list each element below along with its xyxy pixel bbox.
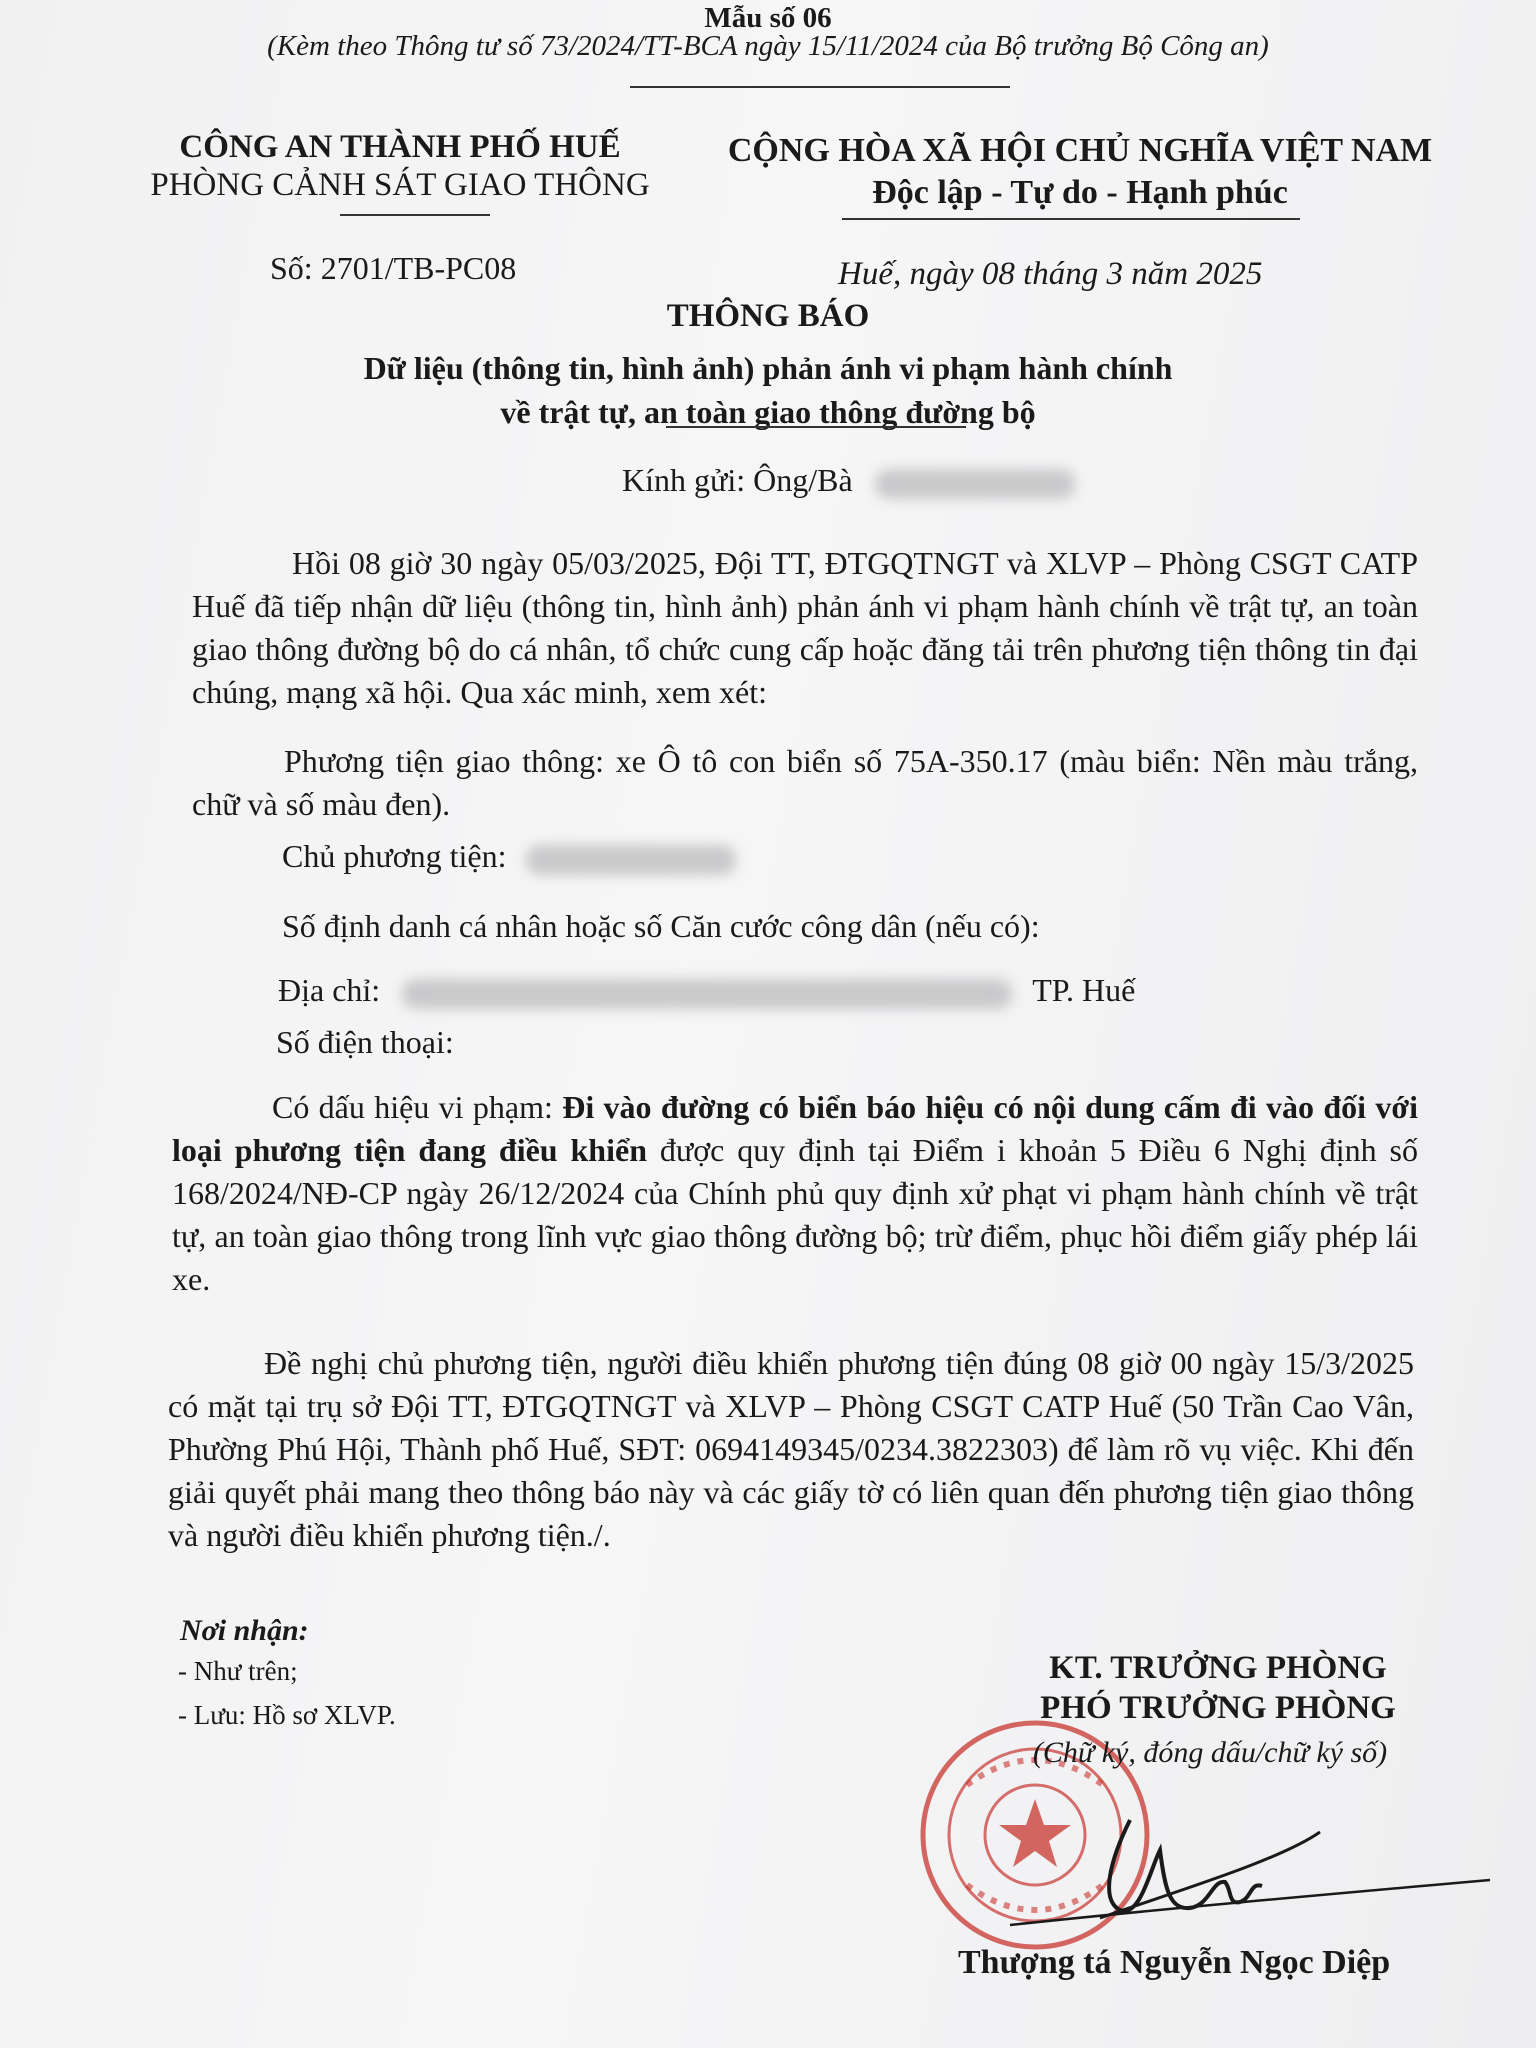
signature-block <box>968 1648 1468 1728</box>
violation-description: Đi vào đường có biển báo hiệu có nội dung cấm đi vào đối với loại phương tiện đang điều khiển <box>172 1089 1419 1168</box>
address-city: TP. Huế <box>1032 972 1136 1008</box>
title-rule <box>666 426 966 428</box>
owner-field <box>282 838 736 875</box>
paragraph-intro: Hồi 08 giờ 30 ngày 05/03/2025, Đội TT, ĐTGQTNGT và XLVP – Phòng CSGT CATP Huế đã tiếp nhận dữ liệu (thông tin, hình ảnh) phản ánh vi phạm hành chính về trật tự, an toàn giao thông đường bộ do cá nhân, tổ chức cung cấp hoặc đăng tải trên phương tiện thông tin đại chúng, mạng xã hội. Qua xác minh, xem xét: <box>192 545 1418 710</box>
agency-rule <box>340 214 490 216</box>
motto-rule <box>842 218 1300 220</box>
national-heading <box>700 130 1460 214</box>
nation-name: CỘNG HÒA XÃ HỘI CHỦ NGHĨA VIỆT NAM <box>727 132 1433 169</box>
recipient-item: - Lưu: Hồ sơ XLVP. <box>178 1700 396 1730</box>
agency-department: PHÒNG CẢNH SÁT GIAO THÔNG <box>150 167 650 203</box>
form-reference: (Kèm theo Thông tư số 73/2024/TT-BCA ngày 15/11/2024 của Bộ trưởng Bộ Công an) <box>267 30 1269 62</box>
owner-label: Chủ phương tiện: <box>282 838 507 874</box>
signature-note: (Chữ ký, đóng dấu/chữ ký số) <box>1032 1736 1388 1769</box>
document-date: Huế, ngày 08 tháng 3 năm 2025 <box>838 256 1263 292</box>
address-field <box>278 972 1135 1009</box>
addressee-label: Kính gửi: Ông/Bà <box>622 462 853 498</box>
issuing-agency <box>130 128 670 204</box>
redacted-owner <box>526 845 736 875</box>
address-label: Địa chỉ: <box>278 972 381 1008</box>
nation-motto: Độc lập - Tự do - Hạnh phúc <box>872 174 1288 211</box>
document-subtitle <box>0 346 1536 434</box>
recipients-title: Nơi nhận: <box>180 1614 309 1647</box>
violation-prefix: Có dấu hiệu vi phạm: <box>272 1089 563 1125</box>
form-number: Mẫu số 06 <box>704 2 832 34</box>
signature-position: PHÓ TRƯỞNG PHÒNG <box>1040 1690 1396 1726</box>
subtitle-line-1: Dữ liệu (thông tin, hình ảnh) phản ánh vi phạm hành chính <box>363 350 1173 386</box>
subtitle-line-2: về trật tự, an toàn giao thông đường bộ <box>500 394 1036 430</box>
header-rule <box>630 86 1010 88</box>
phone-field: Số điện thoại: <box>276 1024 454 1060</box>
violation-legal-basis: được quy định tại Điểm i khoản 5 Điều 6 Nghị định số 168/2024/NĐ-CP ngày 26/12/2024 của Chính phủ quy định xử phạt vi phạm hành chính về trật tự, an toàn giao thông trong lĩnh vực giao thông đường bộ; trừ điểm, phục hồi điểm giấy phép lái xe. <box>172 1132 1419 1297</box>
signer-name: Thượng tá Nguyễn Ngọc Diệp <box>958 1944 1391 1981</box>
redacted-addressee <box>875 469 1075 499</box>
id-field: Số định danh cá nhân hoặc số Căn cước công dân (nếu có): <box>282 908 1040 944</box>
handwritten-signature <box>1000 1790 1500 1940</box>
paragraph-request: Đề nghị chủ phương tiện, người điều khiển phương tiện đúng 08 giờ 00 ngày 15/3/2025 có mặt tại trụ sở Đội TT, ĐTGQTNGT và XLVP – Phòng CSGT CATP Huế (50 Trần Cao Vân, Phường Phú Hội, Thành phố Huế, SĐT: 0694149345/0234.3822303) để làm rõ vụ việc. Khi đến giải quyết phải mang theo thông báo này và các giấy tờ có liên quan đến phương tiện giao thông và người điều khiển phương tiện./. <box>168 1345 1414 1553</box>
document-number: Số: 2701/TB-PC08 <box>270 250 517 286</box>
addressee <box>622 462 1075 499</box>
paragraph-vehicle: Phương tiện giao thông: xe Ô tô con biển số 75A-350.17 (màu biển: Nền màu trắng, chữ và số màu đen). <box>192 743 1418 822</box>
paragraph-violation <box>172 1086 1418 1301</box>
signature-authority: KT. TRƯỞNG PHÒNG <box>1049 1650 1387 1686</box>
agency-name: CÔNG AN THÀNH PHỐ HUẾ <box>179 129 621 165</box>
redacted-address <box>402 979 1012 1009</box>
recipient-item: - Như trên; <box>178 1656 298 1686</box>
document-title: THÔNG BÁO <box>666 298 870 334</box>
